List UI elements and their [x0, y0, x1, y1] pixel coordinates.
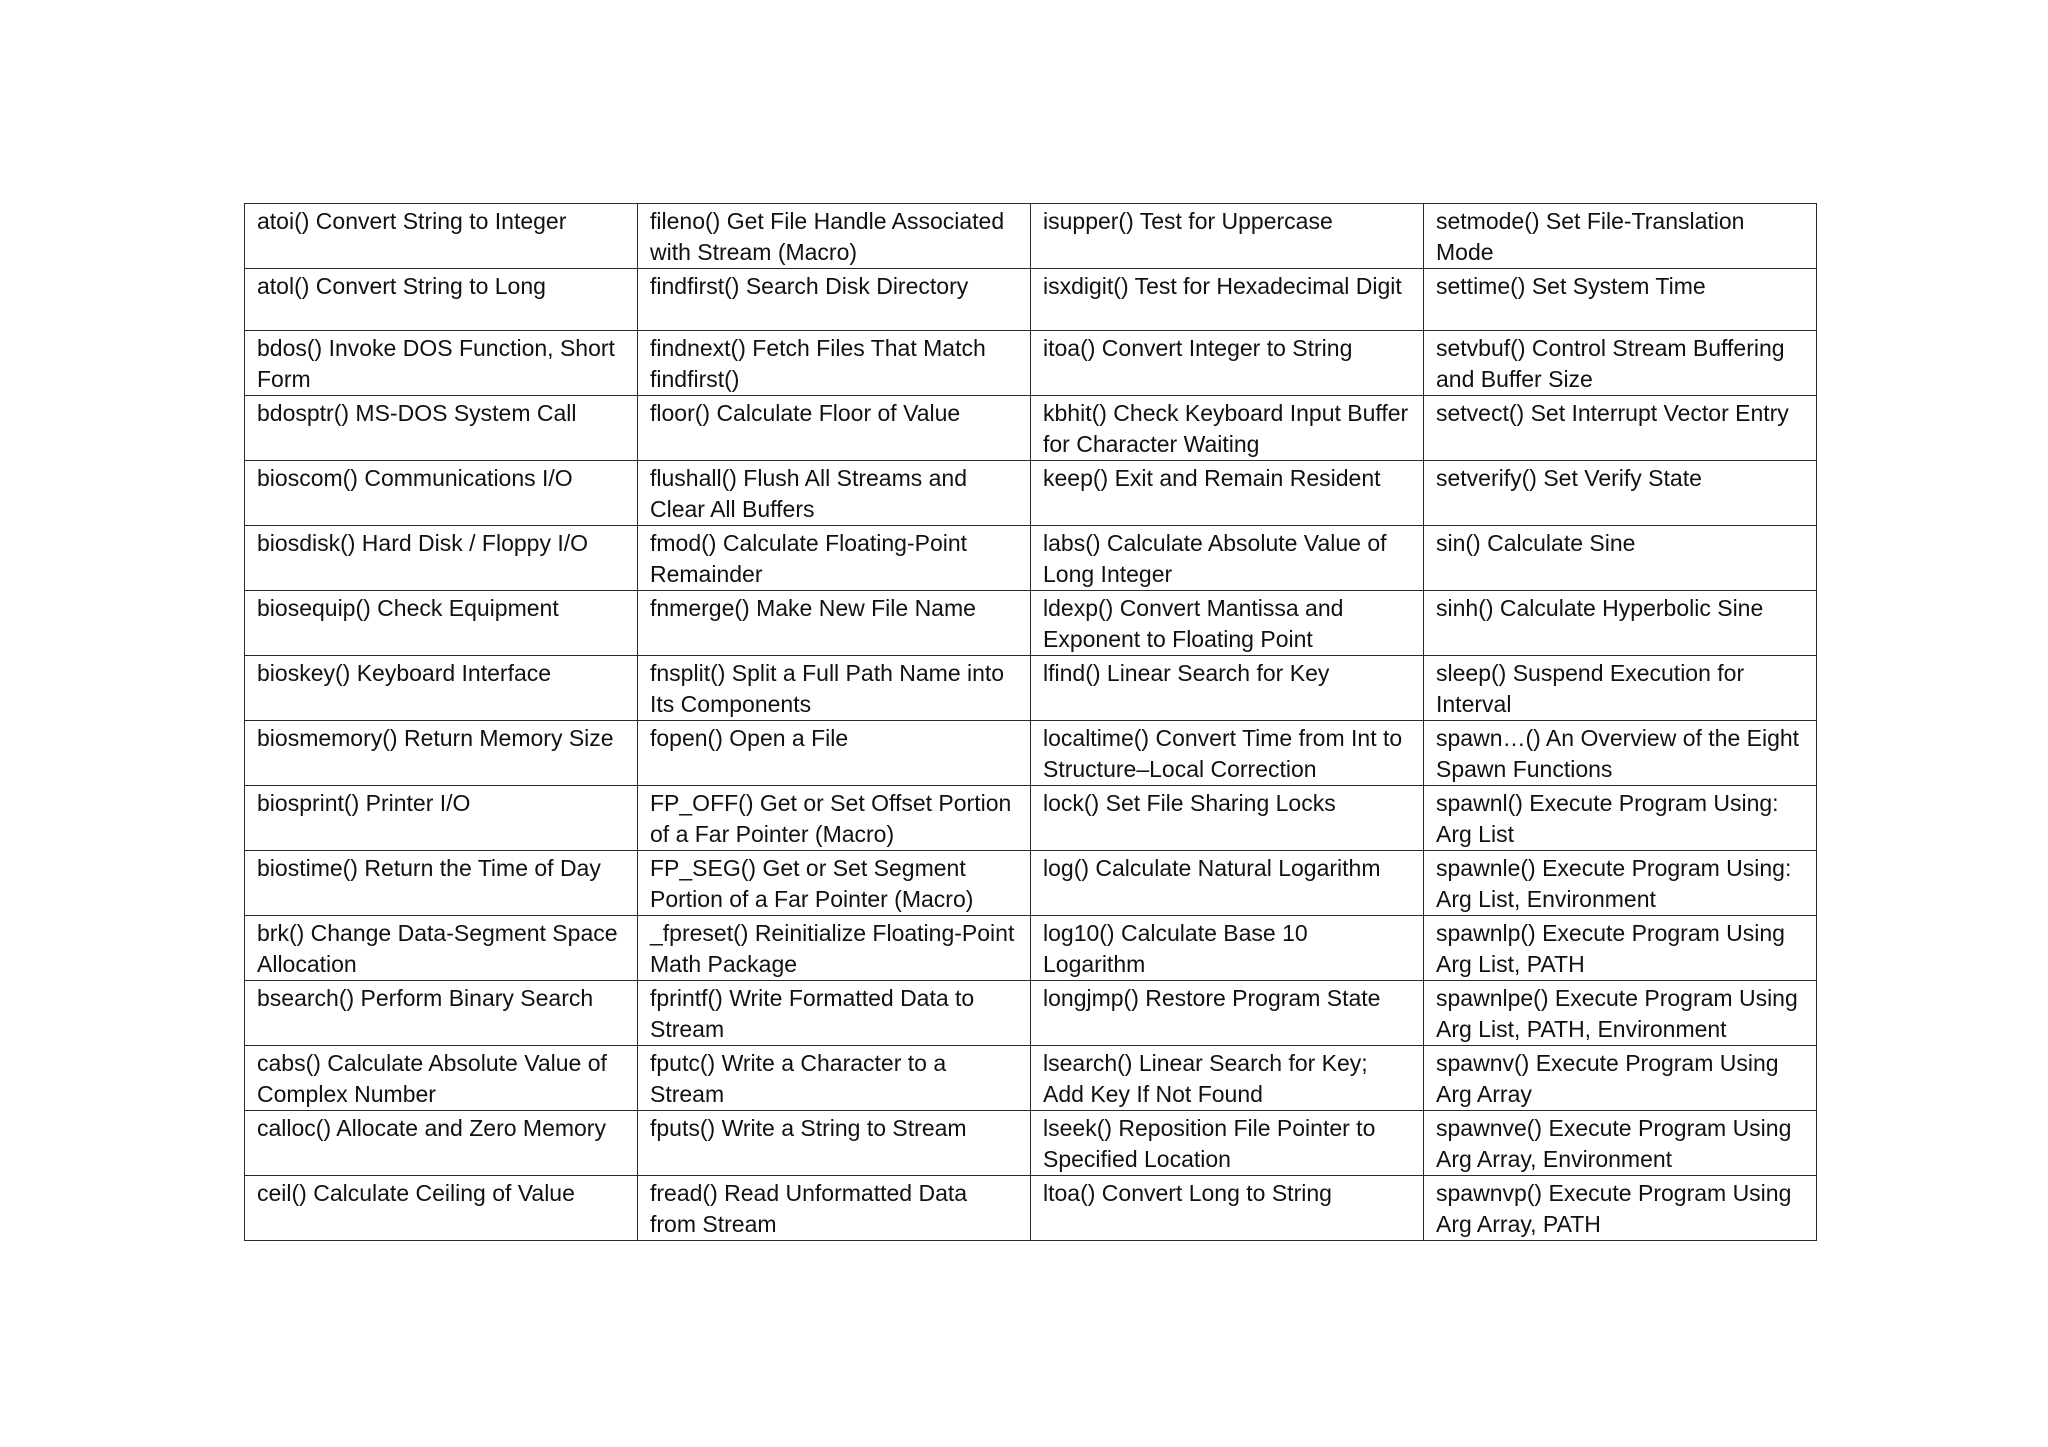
- table-row: [245, 851, 1817, 916]
- table-cell: biosprint() Printer I/O: [245, 786, 638, 851]
- table-cell: bioscom() Communications I/O: [245, 461, 638, 526]
- table-cell: spawnle() Execute Program Using: Arg List, Environment: [1424, 851, 1817, 916]
- table-cell: lock() Set File Sharing Locks: [1031, 786, 1424, 851]
- table-row: [245, 526, 1817, 591]
- table-cell: biosdisk() Hard Disk / Floppy I/O: [245, 526, 638, 591]
- table-cell: settime() Set System Time: [1424, 269, 1817, 331]
- table-cell: setvect() Set Interrupt Vector Entry: [1424, 396, 1817, 461]
- table-cell: findfirst() Search Disk Directory: [638, 269, 1031, 331]
- function-reference-table: [244, 203, 1817, 1241]
- table-cell: bdosptr() MS-DOS System Call: [245, 396, 638, 461]
- table-row: [245, 204, 1817, 269]
- table-cell: bioskey() Keyboard Interface: [245, 656, 638, 721]
- table-cell: biosequip() Check Equipment: [245, 591, 638, 656]
- table-cell: fmod() Calculate Floating-Point Remainder: [638, 526, 1031, 591]
- table-cell: fprintf() Write Formatted Data to Stream: [638, 981, 1031, 1046]
- table-cell: spawnve() Execute Program Using Arg Array, Environment: [1424, 1111, 1817, 1176]
- table-cell: itoa() Convert Integer to String: [1031, 331, 1424, 396]
- table-cell: ceil() Calculate Ceiling of Value: [245, 1176, 638, 1241]
- table-cell: fputc() Write a Character to a Stream: [638, 1046, 1031, 1111]
- table-cell: isupper() Test for Uppercase: [1031, 204, 1424, 269]
- table-cell: labs() Calculate Absolute Value of Long Integer: [1031, 526, 1424, 591]
- table-cell: sin() Calculate Sine: [1424, 526, 1817, 591]
- table-cell: bdos() Invoke DOS Function, Short Form: [245, 331, 638, 396]
- table-row: [245, 269, 1817, 331]
- table-cell: longjmp() Restore Program State: [1031, 981, 1424, 1046]
- table-cell: fopen() Open a File: [638, 721, 1031, 786]
- table-cell: ldexp() Convert Mantissa and Exponent to Floating Point: [1031, 591, 1424, 656]
- table-cell: isxdigit() Test for Hexadecimal Digit: [1031, 269, 1424, 331]
- table-cell: lsearch() Linear Search for Key; Add Key If Not Found: [1031, 1046, 1424, 1111]
- table-cell: setvbuf() Control Stream Buffering and Buffer Size: [1424, 331, 1817, 396]
- table-cell: flushall() Flush All Streams and Clear All Buffers: [638, 461, 1031, 526]
- table-row: [245, 981, 1817, 1046]
- table-cell: log10() Calculate Base 10 Logarithm: [1031, 916, 1424, 981]
- table-cell: cabs() Calculate Absolute Value of Complex Number: [245, 1046, 638, 1111]
- table-cell: calloc() Allocate and Zero Memory: [245, 1111, 638, 1176]
- table-row: [245, 1176, 1817, 1241]
- table-cell: keep() Exit and Remain Resident: [1031, 461, 1424, 526]
- table-cell: spawnl() Execute Program Using: Arg List: [1424, 786, 1817, 851]
- table-cell: spawn…() An Overview of the Eight Spawn Functions: [1424, 721, 1817, 786]
- table-cell: spawnlpe() Execute Program Using Arg List, PATH, Environment: [1424, 981, 1817, 1046]
- table-row: [245, 721, 1817, 786]
- table-row: [245, 331, 1817, 396]
- table-cell: ltoa() Convert Long to String: [1031, 1176, 1424, 1241]
- table-cell: spawnvp() Execute Program Using Arg Array, PATH: [1424, 1176, 1817, 1241]
- table-cell: fread() Read Unformatted Data from Stream: [638, 1176, 1031, 1241]
- table-cell: localtime() Convert Time from Int to Structure–Local Correction: [1031, 721, 1424, 786]
- table-cell: spawnlp() Execute Program Using Arg List, PATH: [1424, 916, 1817, 981]
- table-cell: biosmemory() Return Memory Size: [245, 721, 638, 786]
- table-cell: spawnv() Execute Program Using Arg Array: [1424, 1046, 1817, 1111]
- table-cell: kbhit() Check Keyboard Input Buffer for Character Waiting: [1031, 396, 1424, 461]
- table-cell: brk() Change Data-Segment Space Allocation: [245, 916, 638, 981]
- table-row: [245, 591, 1817, 656]
- table-cell: log() Calculate Natural Logarithm: [1031, 851, 1424, 916]
- table-cell: setverify() Set Verify State: [1424, 461, 1817, 526]
- table-cell: lseek() Reposition File Pointer to Specified Location: [1031, 1111, 1424, 1176]
- table-cell: FP_OFF() Get or Set Offset Portion of a Far Pointer (Macro): [638, 786, 1031, 851]
- table-cell: findnext() Fetch Files That Match findfirst(): [638, 331, 1031, 396]
- table-cell: sleep() Suspend Execution for Interval: [1424, 656, 1817, 721]
- table-cell: fileno() Get File Handle Associated with Stream (Macro): [638, 204, 1031, 269]
- table-row: [245, 916, 1817, 981]
- table-row: [245, 786, 1817, 851]
- table-row: [245, 1046, 1817, 1111]
- table-row: [245, 396, 1817, 461]
- table-row: [245, 461, 1817, 526]
- table-cell: bsearch() Perform Binary Search: [245, 981, 638, 1046]
- table-cell: FP_SEG() Get or Set Segment Portion of a Far Pointer (Macro): [638, 851, 1031, 916]
- table-cell: floor() Calculate Floor of Value: [638, 396, 1031, 461]
- table-cell: atoi() Convert String to Integer: [245, 204, 638, 269]
- table-cell: fnsplit() Split a Full Path Name into Its Components: [638, 656, 1031, 721]
- table-cell: sinh() Calculate Hyperbolic Sine: [1424, 591, 1817, 656]
- table-cell: lfind() Linear Search for Key: [1031, 656, 1424, 721]
- table-body: [245, 204, 1817, 1241]
- table-cell: setmode() Set File-Translation Mode: [1424, 204, 1817, 269]
- table-cell: fnmerge() Make New File Name: [638, 591, 1031, 656]
- table-cell: _fpreset() Reinitialize Floating-Point Math Package: [638, 916, 1031, 981]
- table-cell: biostime() Return the Time of Day: [245, 851, 638, 916]
- table-row: [245, 656, 1817, 721]
- table-cell: fputs() Write a String to Stream: [638, 1111, 1031, 1176]
- table-cell: atol() Convert String to Long: [245, 269, 638, 331]
- table-row: [245, 1111, 1817, 1176]
